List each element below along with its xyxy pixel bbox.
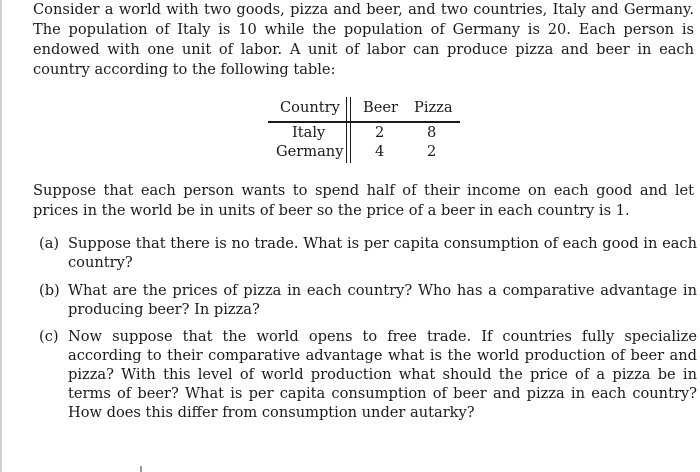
question-a-text: Suppose that there is no trade. What is per capita consumption of each good in each country?: [68, 235, 697, 271]
row-italy-country: Italy: [292, 124, 326, 141]
left-border: [0, 0, 2, 472]
question-b: [39, 281, 697, 319]
question-b-label: (b): [39, 282, 60, 299]
question-b-text: What are the prices of pizza in each country? Who has a comparative advantage in producing beer? In pizza?: [68, 282, 697, 318]
question-c: [39, 327, 697, 422]
question-a-label: (a): [39, 235, 60, 252]
row-italy-pizza: 8: [427, 124, 437, 141]
question-c-label: (c): [39, 328, 59, 345]
question-a: [39, 234, 697, 272]
production-table: [268, 97, 460, 163]
intro-paragraph: Consider a world with two goods, pizza and beer, and two countries, Italy and Germany. The population of Italy is 10 while the population of Germany is 20. Each person is endowed with one unit of labor. A unit of labor can produce pizza and beer in each country according to the following table:: [33, 1, 694, 78]
row-germany-pizza: 2: [427, 143, 437, 160]
header-beer: Beer: [363, 99, 398, 116]
table-double-rule-right: [350, 97, 351, 163]
header-pizza: Pizza: [414, 99, 453, 116]
assumption-paragraph: Suppose that each person wants to spend half of their income on each good and let prices in the world be in units of beer so the price of a beer in each country is 1.: [33, 182, 694, 219]
stray-mark: [140, 466, 142, 472]
header-country: Country: [280, 99, 340, 116]
table-header-rule: [268, 121, 460, 123]
row-italy-beer: 2: [375, 124, 385, 141]
table-double-rule-left: [346, 97, 347, 163]
row-germany-country: Germany: [276, 143, 344, 160]
question-c-text: Now suppose that the world opens to free trade. If countries fully specialize according to their comparative advantage what is the world production of beer and pizza? With this level of world production what should the price of a pizza be in terms of beer? What is per capita consumption of beer and pizza in each country? How does this differ from consumption under autarky?: [68, 328, 697, 421]
row-germany-beer: 4: [375, 143, 385, 160]
